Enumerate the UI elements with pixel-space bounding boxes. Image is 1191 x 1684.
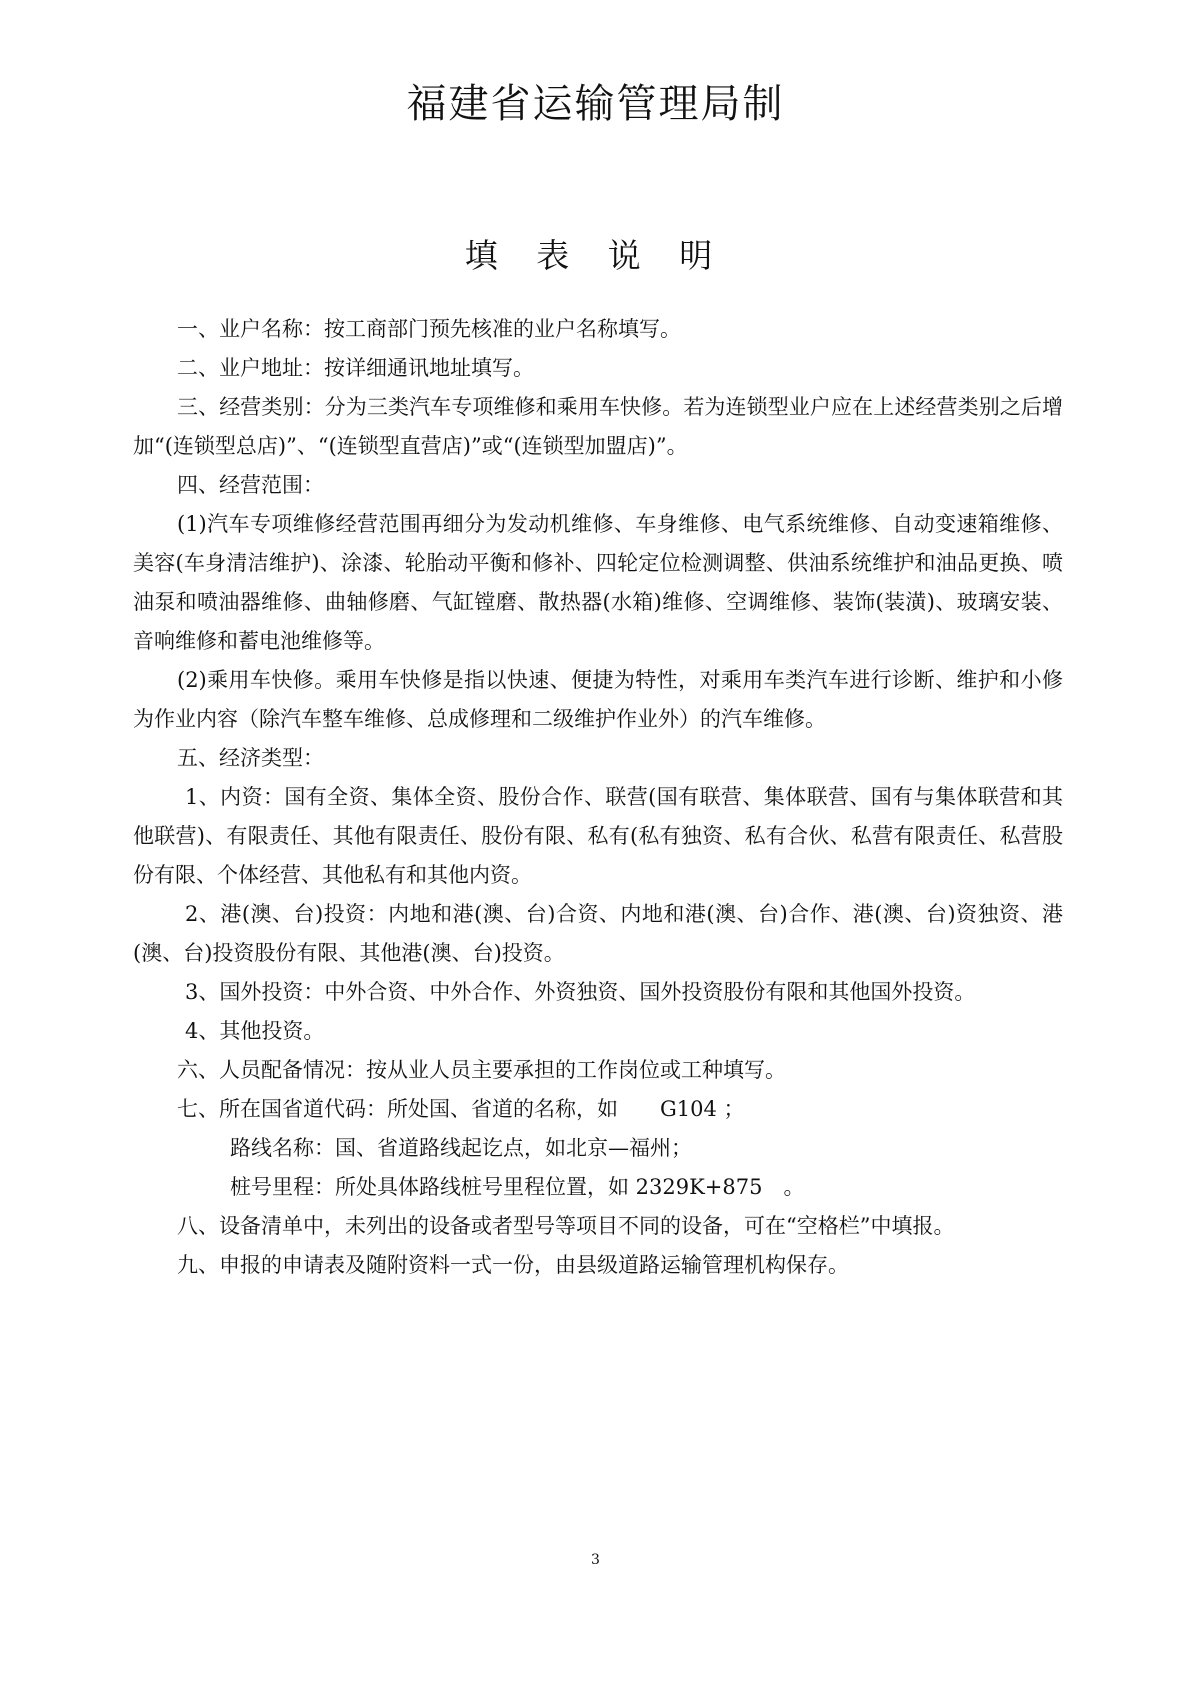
- item-staffing: 六、人员配备情况：按从业人员主要承担的工作岗位或工种填写。: [177, 1058, 786, 1082]
- issuer-title: 福建省运输管理局制: [406, 81, 785, 127]
- item-route-name: 路线名称：国、省道路线起讫点，如北京—福州；: [230, 1136, 692, 1160]
- item-business-scope-1: (1)汽车专项维修经营范围再细分为发动机维修、车身维修、电气系统维修、自动变速箱维修、美容(车身清洁维护)、涂漆、轮胎动平衡和修补、四轮定位检测调整、供油系统维护和油品更换、喷油泵和喷油器维修、曲轴修磨、气缸镗磨、散热器(水箱)维修、空调维修、装饰(装潢)、玻璃安装、音响维修和蓄电池维修等。: [133, 512, 1063, 653]
- item-road-code: 七、所在国省道代码：所处国、省道的名称，如 G104 ；: [177, 1097, 745, 1121]
- item-economic-type-heading: 五、经济类型：: [177, 746, 324, 770]
- item-business-category: 三、经营类别：分为三类汽车专项维修和乘用车快修。若为连锁型业户应在上述经营类别之后增加“(连锁型总店)”、“(连锁型直营店)”或“(连锁型加盟店)”。: [133, 395, 1063, 458]
- item-economic-type-domestic: 1、内资：国有全资、集体全资、股份合作、联营(国有联营、集体联营、国有与集体联营和其他联营)、有限责任、其他有限责任、股份有限、私有(私有独资、私有合伙、私营有限责任、私营股份有限、个体经营、其他私有和其他内资。: [133, 785, 1063, 887]
- item-business-scope-heading: 四、经营范围：: [177, 473, 324, 497]
- item-business-name: 一、业户名称：按工商部门预先核准的业户名称填写。: [177, 317, 681, 341]
- item-business-address: 二、业户地址：按详细通讯地址填写。: [177, 356, 534, 380]
- item-application-storage: 九、申报的申请表及随附资料一式一份，由县级道路运输管理机构保存。: [177, 1253, 849, 1277]
- item-economic-type-hk-macao-taiwan: 2、港(澳、台)投资：内地和港(澳、台)合资、内地和港(澳、台)合作、港(澳、台)资独资、港(澳、台)投资股份有限、其他港(澳、台)投资。: [133, 902, 1063, 965]
- item-milepost: 桩号里程：所处具体路线桩号里程位置，如 2329K+875 。: [230, 1175, 805, 1199]
- item-economic-type-other: 4、其他投资。: [185, 1019, 325, 1043]
- item-business-scope-2: (2)乘用车快修。乘用车快修是指以快速、便捷为特性，对乘用车类汽车进行诊断、维护和小修为作业内容（除汽车整车维修、总成修理和二级维护作业外）的汽车维修。: [133, 668, 1063, 731]
- item-equipment-list: 八、设备清单中，未列出的设备或者型号等项目不同的设备，可在“空格栏”中填报。: [177, 1214, 955, 1238]
- instructions-body: [133, 310, 1063, 1285]
- item-economic-type-foreign: 3、国外投资：中外合资、中外合作、外资独资、国外投资股份有限和其他国外投资。: [185, 980, 976, 1004]
- instructions-title: 填 表 说 明: [464, 236, 727, 275]
- page-number: 3: [591, 1552, 600, 1568]
